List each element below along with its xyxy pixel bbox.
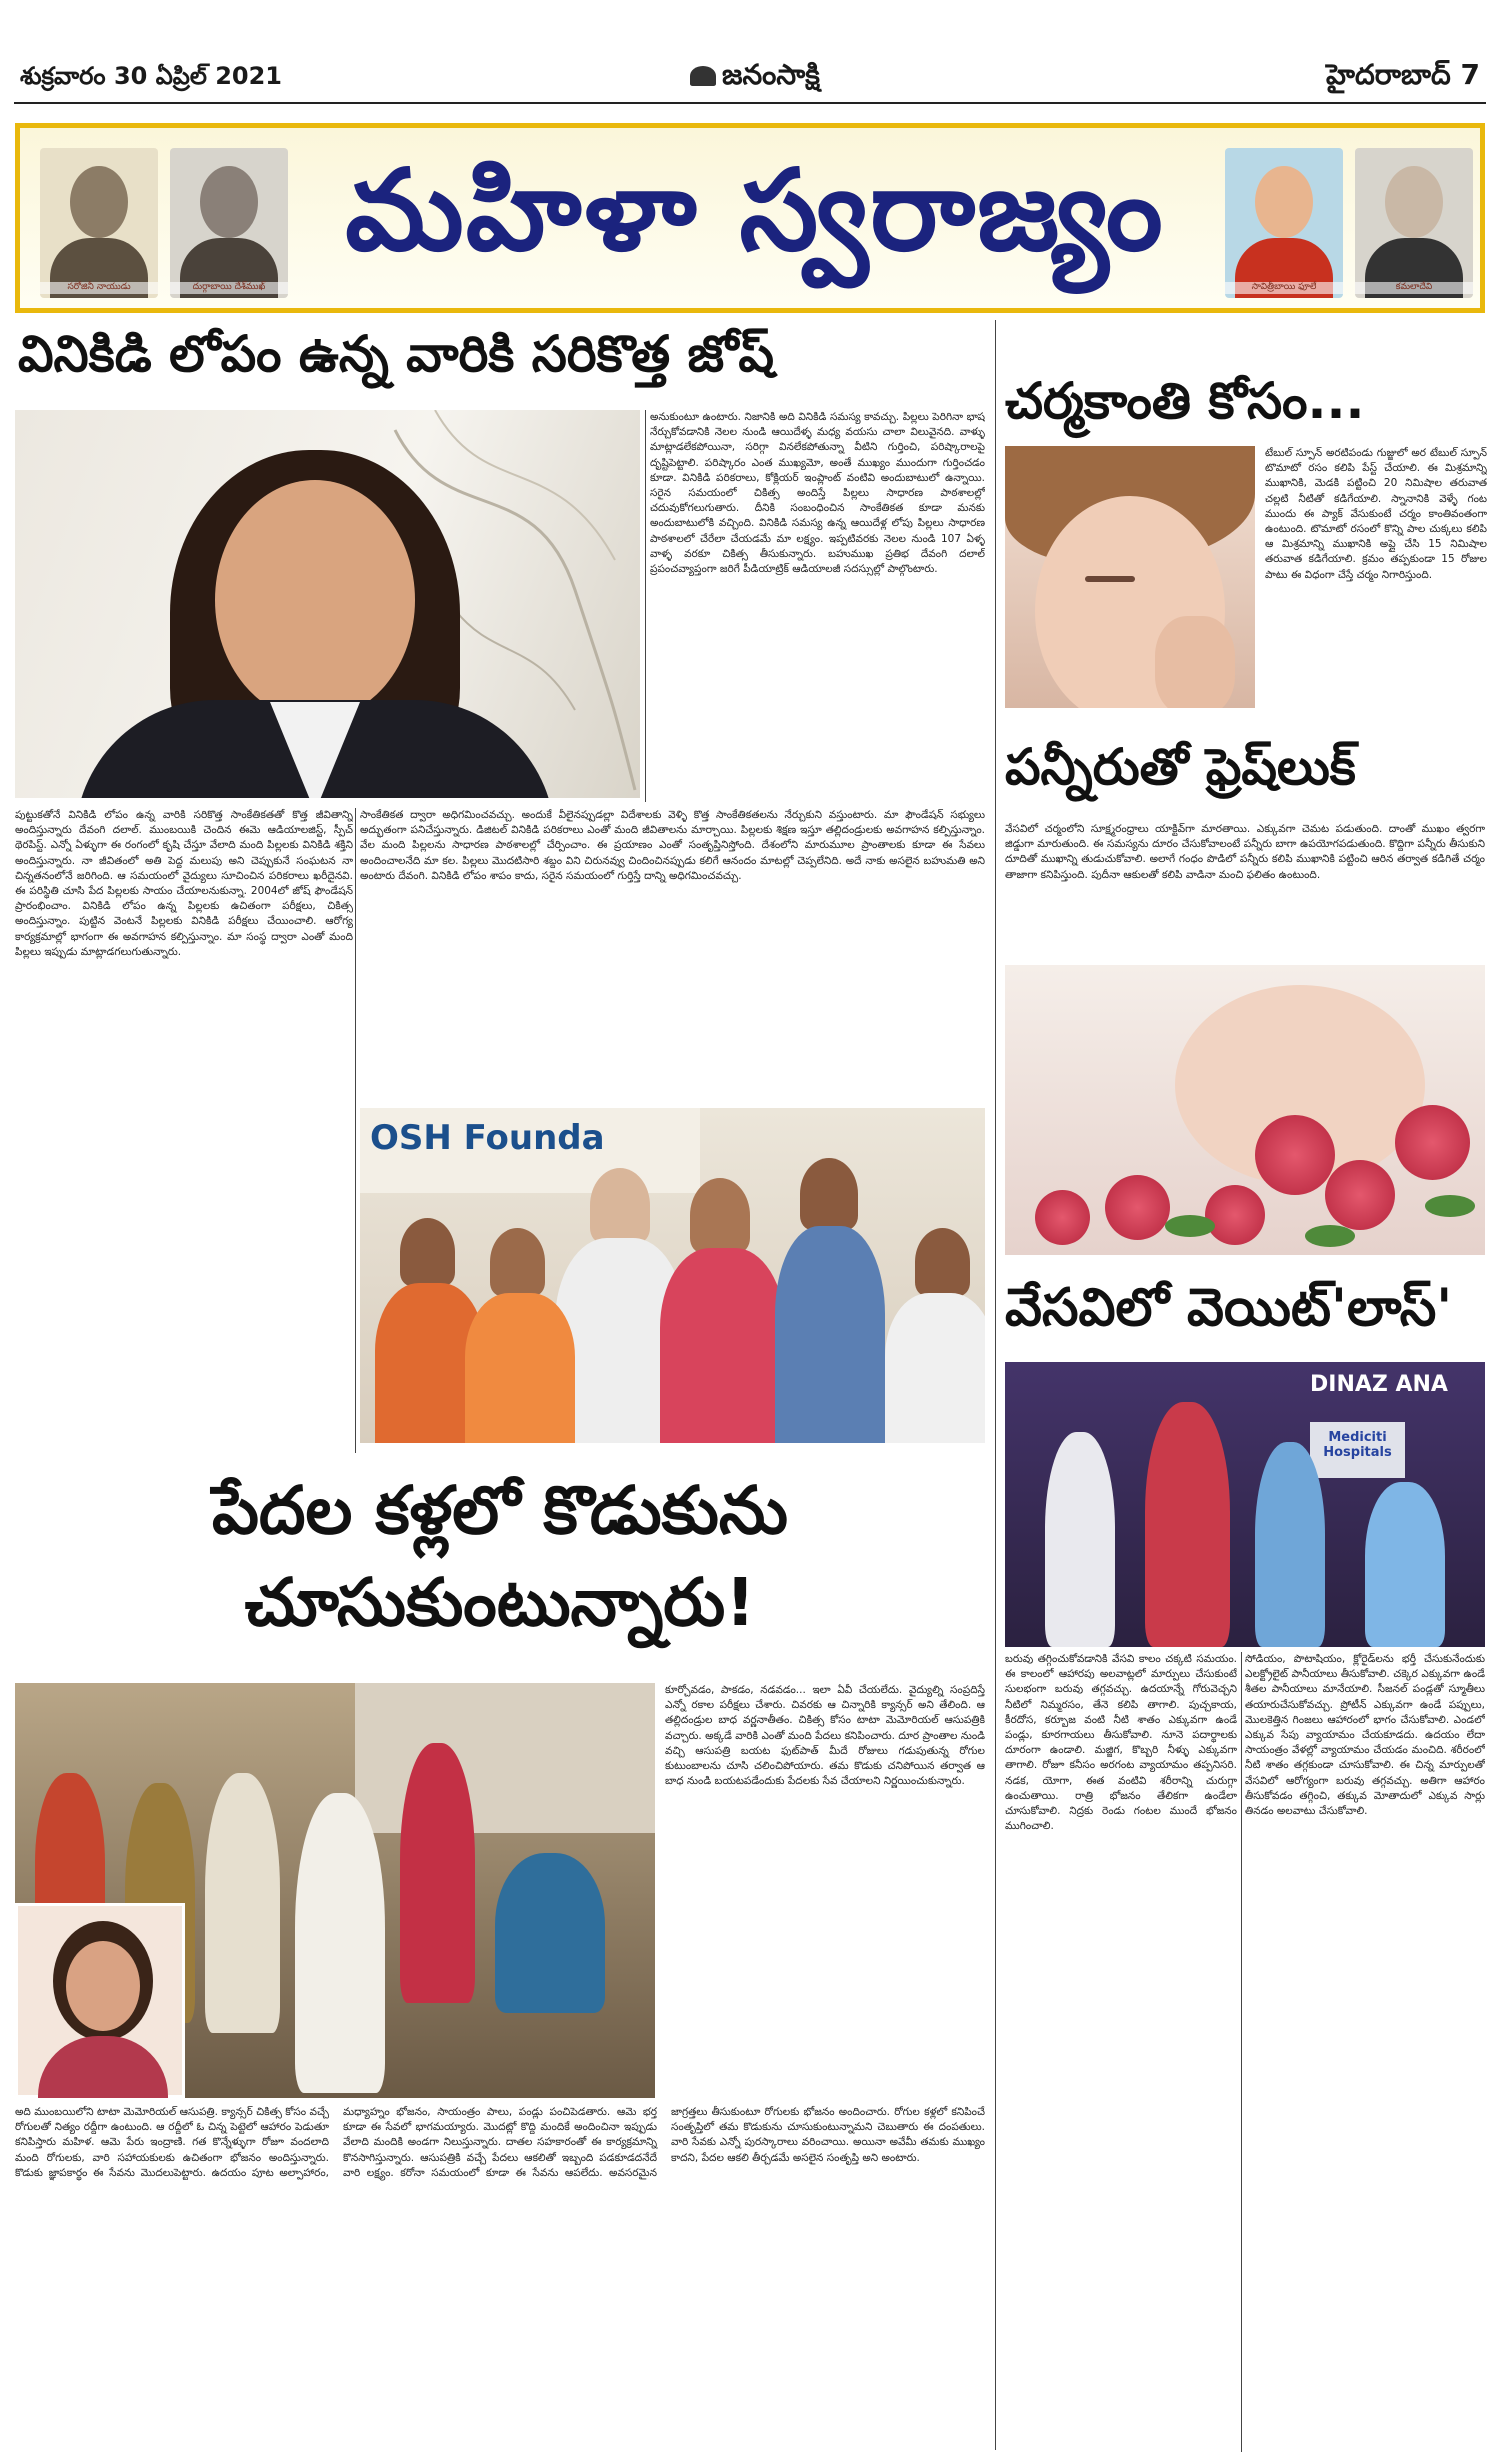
- poor-text-bottom: అది ముంబయిలోని టాటా మెమోరియల్ ఆసుపత్రి. క్యాన్సర్ చికిత్స కోసం వచ్చే రోగులతో నిత్యం రద్దీగా ఉంటుంది. ఆ రద్దీలో ఓ చిన్న పెట్టెలో ఆహారం పెడుతూ కనిపిస్తారు మహిళ. ఆమె పేరు ఇంద్రాణి. గత కొన్నేళ్ళుగా రోజూ వందలాది మంది రోగులకు, వారి సహాయకులకు ఉచితంగా భోజనం అందిస్తున్నారు. కొడుకు జ్ఞాపకార్థం ఈ సేవను మొదలుపెట్టారు. ఉదయం పూట అల్పాహారం, మధ్యాహ్నం భోజనం, సాయంత్రం పాలు, పండ్లు పంచిపెడతారు. ఆమె భర్త కూడా ఈ సేవలో భాగమయ్యారు. మొదట్లో కొద్ది మందికే అందించినా ఇప్పుడు వేలాది మందికి అండగా నిలుస్తున్నారు. దాతల సహకారంతో ఈ కార్యక్రమాన్ని కొనసాగిస్తున్నారు. ఆసుపత్రికి వచ్చే పేదలు ఆకలితో ఇబ్బంది పడకూడదనేదే వారి లక్ష్యం. కరోనా సమయంలో కూడా ఈ సేవను ఆపలేదు. అవసరమైన జాగ్రత్తలు తీసుకుంటూ రోగులకు భోజనం అందించారు. రోగుల కళ్లలో కనిపించే సంతృప్తిలో తమ కొడుకును చూసుకుంటున్నామని చెబుతారు ఈ దంపతులు. వారి సేవకు ఎన్నో పురస్కారాలు వరించాయి. అయినా అవేమీ తమకు ముఖ్యం కాదని, పేదల ఆకలి తీర్చడమే అసలైన సంతృప్తి అని అంటారు.: [15, 2106, 985, 2179]
- portrait-caption: సరోజినీ నాయుడు: [40, 282, 158, 294]
- logo-text: జనంసాక్షి: [722, 58, 820, 91]
- section-banner: [15, 123, 1485, 313]
- logo-icon: [690, 66, 716, 86]
- hearing-headline: వినికిడి లోపం ఉన్న వారికి సరికొత్త జోష్: [18, 325, 775, 383]
- portrait-1: [40, 148, 158, 298]
- beauty-text: టేబుల్ స్పూన్ అరటిపండు గుజ్జులో అర టేబుల్ స్పూన్ టొమాటో రసం కలిపి పేస్ట్ చేయాలి. ఈ మిశ్రమాన్ని ముఖానికి, మెడకి పట్టించి 20 నిమిషాల తరువాత చల్లటి నీటితో కడిగేయాలి. స్నానానికి వెళ్ళే గంట ముందు ఈ ప్యాక్ వేసుకుంటే చర్మం కాంతివంతంగా ఉంటుంది. టొమాటో రసంలో కొన్ని పాల చుక్కలు కలిపి ఆ మిశ్రమాన్ని ముఖానికి అప్లై చేసి 15 నిమిషాల తరువాత కడిగేయాలి. క్రమం తప్పకుండా 15 రోజుల పాటు ఈ విధంగా చేస్తే చర్మం నిగారిస్తుంది.: [1265, 447, 1487, 581]
- column-divider: [355, 808, 356, 1453]
- portrait-caption: కమలాదేవి: [1355, 282, 1473, 294]
- photo-board-text: OSH Founda: [370, 1118, 605, 1158]
- hearing-children-photo: [360, 1108, 985, 1443]
- hearing-portrait-photo: [15, 410, 640, 798]
- edition-city: హైదరాబాద్: [1326, 58, 1451, 91]
- newspaper-logo: [690, 58, 820, 98]
- weight-text-right: సోడియం, పొటాషియం, క్లోరైడ్‌లను భర్తీ చేసుకునేందుకు ఎలక్ట్రోలైట్ పానీయాలు తీసుకోవాలి. చక్కెర ఎక్కువగా ఉండే శీతల పానీయాలు మానేయాలి. సీజనల్ పండ్లతో స్మూతీలు తయారుచేసుకోవచ్చు. ప్రోటీన్ ఎక్కువగా ఉండే పప్పులు, మొలకెత్తిన గింజలు ఆహారంలో భాగం చేసుకోవాలి. ఎండలో ఎక్కువ సేపు వ్యాయామం చేయకూడదు. ఉదయం లేదా సాయంత్రం వేళల్లో వ్యాయామం చేయడం మంచిది. శరీరంలో నీటి శాతం తగ్గకుండా చూసుకోవాలి. ఈ చిన్న మార్పులతో వేసవిలో ఆరోగ్యంగా బరువు తగ్గవచ్చు. అతిగా ఆహారం తీసుకోవడం తగ్గించి, తక్కువ మోతాదులో ఎక్కువ సార్లు తినడం అలవాటు చేసుకోవాలి.: [1245, 1653, 1485, 1818]
- portrait-3: [1225, 148, 1343, 298]
- issue-date: శుక్రవారం 30 ఏప్రిల్ 2021: [20, 62, 282, 90]
- portrait-4: [1355, 148, 1473, 298]
- section-title: మహిళా స్వరాజ్యం: [345, 146, 1165, 276]
- rose-photo: [1005, 965, 1485, 1255]
- beauty-photo: [1005, 446, 1255, 708]
- food-distribution-photo: [15, 1683, 655, 2098]
- gym-sign: DINAZ ANA: [1310, 1372, 1448, 1397]
- column-divider: [645, 410, 646, 802]
- portrait-caption: దుర్గాబాయి దేశ్‌ముఖ్: [170, 282, 288, 294]
- masthead-divider: [14, 102, 1486, 104]
- poor-headline: పేదల కళ్లలో కొడుకును చూసుకుంటున్నారు!: [211, 1472, 788, 1641]
- portrait-caption: సావిత్రీబాయి ఫూలే: [1225, 282, 1343, 294]
- gym-badge: Mediciti Hospitals: [1310, 1422, 1405, 1478]
- hearing-text-bottom: పుట్టుకతోనే వినికిడి లోపం ఉన్న వారికి సరికొత్త సాంకేతికతతో కొత్త జీవితాన్ని అందిస్తున్నారు దేవంగి దలాల్. ముంబయికి చెందిన ఈమె ఆడియాలజిస్ట్, స్పీచ్ థెరపిస్ట్. ఎన్నో ఏళ్ళుగా ఈ రంగంలో కృషి చేస్తూ వేలాది మంది పిల్లలకు వినికిడి శక్తిని అందిస్తున్నారు. నా జీవితంలో అతి పెద్ద మలుపు అని చెప్పుకునే సంఘటన నా చిన్నతనంలోనే జరిగింది. ఆ సమయంలో వైద్యులు సూచించిన పరికరాలు ఖరీదైనవి. ఈ పరిస్థితి చూసి పేద పిల్లలకు సాయం చేయాలనుకున్నా. 2004లో జోష్ ఫౌండేషన్ ప్రారంభించాం. వినికిడి లోపం ఉన్న పిల్లలకు ఉచితంగా పరీక్షలు, చికిత్స అందిస్తున్నాం. పుట్టిన వెంటనే పిల్లలకు వినికిడి పరీక్షలు చేయించాలి. ఆరోగ్య కార్యక్రమాల్లో భాగంగా ఈ అవగాహన కల్పిస్తున్నాం. మా సంస్థ ద్వారా ఎంతో మంది పిల్లలు ఇప్పుడు మాట్లాడగలుగుతున్నారు.: [15, 809, 353, 958]
- portrait-2: [170, 148, 288, 298]
- rose-headline: పన్నీరుతో ఫ్రెష్‌లుక్: [1005, 738, 1356, 796]
- gym-photo: [1005, 1362, 1485, 1647]
- poor-text-top: కూర్చోవడం, పాకడం, నడవడం... ఇలా ఏవీ చేయలేదు. వైద్యుల్ని సంప్రదిస్తే ఎన్నో రకాల పరీక్షలు చేశారు. చివరకు ఆ చిన్నారికి క్యాన్సర్ అని తేలింది. ఆ తల్లిదండ్రుల బాధ వర్ణనాతీతం. చికిత్స కోసం టాటా మెమోరియల్ ఆసుపత్రికి వచ్చారు. అక్కడే వారికి ఎంతో మంది పేదలు కనిపించారు. దూర ప్రాంతాల నుండి వచ్చి ఆసుపత్రి బయట ఫుట్‌పాత్ మీదే రోజులు గడుపుతున్న రోగుల కుటుంబాలను చూసి చలించిపోయారు. తమ కొడుకు చనిపోయిన తర్వాత ఆ బాధ నుండి బయటపడేందుకు పేదలకు సేవ చేయాలని నిర్ణయించుకున్నారు.: [665, 1684, 985, 1788]
- column-divider: [1241, 1652, 1242, 2452]
- founder-inset-photo: [15, 1903, 185, 2098]
- masthead: [0, 0, 1500, 110]
- beauty-headline: చర్మకాంతి కోసం...: [1005, 372, 1365, 430]
- page-number: 7: [1460, 58, 1480, 91]
- hearing-text-right: అనుకుంటూ ఉంటారు. నిజానికి అది వినికిడి సమస్య కావచ్చు. పిల్లలు పెరిగినా భాష నేర్చుకోవడానికి నెలల నుండి ఆయిదేళ్ళ మధ్య వయసు చాలా విలువైనది. వాళ్ళు మాట్లాడలేకపోయినా, సరిగ్గా వినలేకపోతున్నా వీటిని గుర్తించి, పరిష్కారాలపై దృష్టిపెట్టాలి. పరిష్కారం ఎంత ముఖ్యమో, అంతే ముఖ్యం ముందుగా గుర్తించడం కూడా. వినికిడి పరికరాలు, కోక్లియర్ ఇంప్లాంట్ వంటివి అందుబాటులో ఉన్నాయి. సరైన సమయంలో చికిత్స అందిస్తే పిల్లలు సాధారణ పాఠశాలల్లో చదువుకోగలుగుతారు. దీనికి సంబంధించిన సాంకేతికత కూడా మనకు అందుబాటులోకి వచ్చింది. వినికిడి సమస్య ఉన్న ఆయిదేళ్ల లోపు పిల్లలు సాధారణ పాఠశాలలో చేరేలా చేయడమే మా లక్ష్యం. ఇప్పటివరకు నెలల నుండి 107 ఏళ్ళ వాళ్ళ వరకూ చికిత్స తీసుకున్నారు. బహుముఖ ప్రతిభ దేవంగి దలాల్ ప్రపంచవ్యాప్తంగా జరిగే పీడియాట్రిక్ ఆడియాలజీ సదస్సుల్లో పాల్గొంటారు.: [650, 411, 985, 576]
- rose-text: వేసవిలో చర్మంలోని సూక్ష్మరంధ్రాలు యాక్టివ్‌గా మారతాయి. ఎక్కువగా చెమట పడుతుంది. దాంతో ముఖం త్వరగా జిడ్డుగా మారుతుంది. ఈ సమస్యను దూరం చేసుకోవాలంటే పన్నీరు బాగా ఉపయోగపడుతుంది. కొద్దిగా పన్నీరు తీసుకుని దూదితో ముఖాన్ని తుడుచుకోవాలి. అలాగే గంధం పొడిలో పన్నీరు కలిపి ముఖానికి పట్టించి ఆరిన తర్వాత కడిగితే చర్మం తాజాగా కనిపిస్తుంది. పుదీనా ఆకులతో కలిపి వాడినా మంచి ఫలితం ఉంటుంది.: [1005, 823, 1485, 881]
- weight-text-left: బరువు తగ్గించుకోవడానికి వేసవి కాలం చక్కటి సమయం. ఈ కాలంలో ఆహారపు అలవాట్లలో మార్పులు చేసుకుంటే సులభంగా బరువు తగ్గవచ్చు. ఉదయాన్నే గోరువెచ్చని నీటిలో నిమ్మరసం, తేనె కలిపి తాగాలి. పుచ్చకాయ, కీరదోస, కర్బూజ వంటి నీటి శాతం ఎక్కువగా ఉండే పండ్లు, కూరగాయలు తీసుకోవాలి. నూనె పదార్థాలకు దూరంగా ఉండాలి. మజ్జిగ, కొబ్బరి నీళ్ళు ఎక్కువగా తాగాలి. రోజూ కనీసం అరగంట వ్యాయామం తప్పనిసరి. నడక, యోగా, ఈత వంటివి శరీరాన్ని చురుగ్గా ఉంచుతాయి. రాత్రి భోజనం తేలికగా ఉండేలా చూసుకోవాలి. నిద్రకు రెండు గంటల ముందే భోజనం ముగించాలి.: [1005, 1653, 1237, 1833]
- page-column-divider: [995, 320, 996, 2450]
- hearing-text-mid: సాంకేతికత ద్వారా అధిగమించవచ్చు. అందుకే వీలైనప్పుడల్లా విదేశాలకు వెళ్ళి కొత్త సాంకేతికతలను నేర్చుకుని వస్తుంటారు. మా ఫౌండేషన్ సభ్యులు అద్భుతంగా పనిచేస్తున్నారు. డిజిటల్ వినికిడి పరికరాలు ఎంతో మంది జీవితాలను మార్చాయి. పిల్లలకు శిక్షణ ఇస్తూ తల్లిదండ్రులకు అవగాహన కల్పిస్తున్నాం. వేల మంది పిల్లలను సాధారణ పాఠశాలల్లో చేర్పించాం. ఈ ప్రయాణం ఎంతో సంతృప్తినిస్తోంది. దేశంలోని మారుమూల ప్రాంతాలకు కూడా ఈ సేవలు అందించాలనేది మా కల. పిల్లలు మొదటిసారి శబ్దం విని చిరునవ్వు చిందించినప్పుడు కలిగే ఆనందం మాటల్లో చెప్పలేనిది. అదే నాకు అసలైన బహుమతి అని అంటారు దేవంగి. వినికిడి లోపం శాపం కాదు, సరైన సమయంలో గుర్తిస్తే దాన్ని అధిగమించవచ్చు.: [360, 809, 985, 882]
- edition-page: [1326, 58, 1480, 98]
- weight-headline: వేసవిలో వెయిట్‌'లాస్': [1005, 1278, 1453, 1338]
